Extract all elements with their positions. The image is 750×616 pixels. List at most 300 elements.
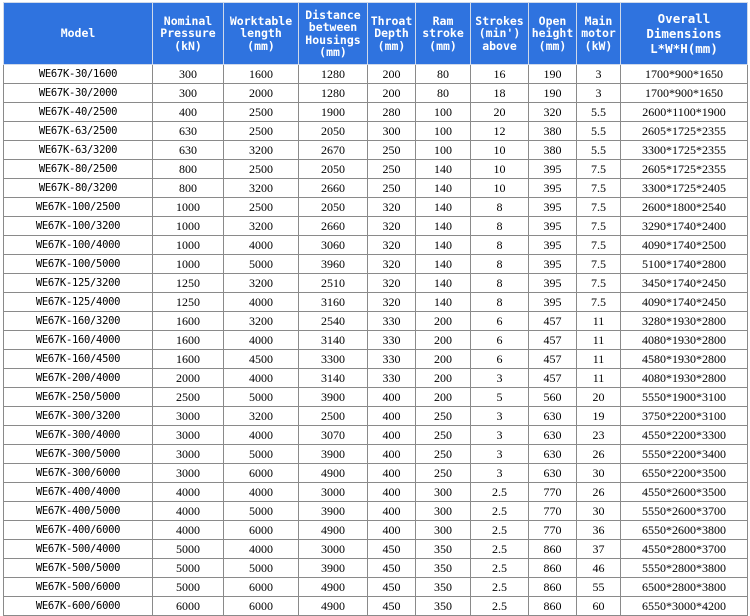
cell-main-motor: 3 xyxy=(577,84,621,103)
cell-throat-depth: 330 xyxy=(368,331,416,350)
cell-worktable-length: 4000 xyxy=(224,331,299,350)
cell-open-height: 395 xyxy=(529,179,577,198)
table-row xyxy=(4,179,748,198)
cell-open-height: 860 xyxy=(529,540,577,559)
header-strokes: Strokes (min') above xyxy=(471,3,529,65)
cell-nominal-pressure: 3000 xyxy=(153,426,224,445)
cell-throat-depth: 400 xyxy=(368,426,416,445)
cell-ram-stroke: 80 xyxy=(416,84,471,103)
cell-model: WE67K-500/4000 xyxy=(4,540,153,559)
cell-throat-depth: 330 xyxy=(368,350,416,369)
cell-nominal-pressure: 1000 xyxy=(153,255,224,274)
cell-nominal-pressure: 800 xyxy=(153,160,224,179)
cell-throat-depth: 400 xyxy=(368,445,416,464)
cell-overall-dimensions: 5550*2800*3800 xyxy=(621,559,748,578)
cell-throat-depth: 400 xyxy=(368,407,416,426)
table-row xyxy=(4,84,748,103)
cell-overall-dimensions: 4550*2600*3500 xyxy=(621,483,748,502)
cell-overall-dimensions: 4090*1740*2500 xyxy=(621,236,748,255)
cell-strokes: 3 xyxy=(471,426,529,445)
cell-ram-stroke: 200 xyxy=(416,312,471,331)
cell-open-height: 395 xyxy=(529,236,577,255)
cell-strokes: 6 xyxy=(471,312,529,331)
cell-main-motor: 7.5 xyxy=(577,179,621,198)
cell-main-motor: 11 xyxy=(577,369,621,388)
cell-model: WE67K-300/5000 xyxy=(4,445,153,464)
table-row xyxy=(4,198,748,217)
cell-distance-between-housings: 4900 xyxy=(299,521,368,540)
cell-throat-depth: 320 xyxy=(368,293,416,312)
cell-open-height: 860 xyxy=(529,559,577,578)
table-row xyxy=(4,521,748,540)
cell-ram-stroke: 140 xyxy=(416,179,471,198)
cell-throat-depth: 200 xyxy=(368,65,416,84)
table-row xyxy=(4,540,748,559)
header-overall-dimensions: Overall Dimensions L*W*H(mm) xyxy=(621,3,748,65)
cell-model: WE67K-80/3200 xyxy=(4,179,153,198)
cell-nominal-pressure: 6000 xyxy=(153,597,224,616)
table-row xyxy=(4,274,748,293)
cell-main-motor: 7.5 xyxy=(577,274,621,293)
cell-ram-stroke: 350 xyxy=(416,597,471,616)
table-row xyxy=(4,597,748,616)
cell-strokes: 3 xyxy=(471,407,529,426)
cell-strokes: 10 xyxy=(471,160,529,179)
cell-distance-between-housings: 3070 xyxy=(299,426,368,445)
table-row xyxy=(4,65,748,84)
cell-distance-between-housings: 3960 xyxy=(299,255,368,274)
cell-main-motor: 11 xyxy=(577,350,621,369)
cell-ram-stroke: 300 xyxy=(416,483,471,502)
cell-worktable-length: 2000 xyxy=(224,84,299,103)
cell-ram-stroke: 300 xyxy=(416,521,471,540)
cell-open-height: 457 xyxy=(529,331,577,350)
cell-nominal-pressure: 300 xyxy=(153,84,224,103)
cell-worktable-length: 3200 xyxy=(224,217,299,236)
cell-model: WE67K-300/3200 xyxy=(4,407,153,426)
cell-nominal-pressure: 1250 xyxy=(153,274,224,293)
cell-strokes: 20 xyxy=(471,103,529,122)
spec-table xyxy=(3,2,748,616)
cell-main-motor: 37 xyxy=(577,540,621,559)
table-row xyxy=(4,103,748,122)
cell-main-motor: 46 xyxy=(577,559,621,578)
cell-open-height: 395 xyxy=(529,255,577,274)
table-row xyxy=(4,160,748,179)
cell-distance-between-housings: 2050 xyxy=(299,122,368,141)
cell-ram-stroke: 200 xyxy=(416,350,471,369)
cell-nominal-pressure: 5000 xyxy=(153,540,224,559)
cell-distance-between-housings: 2660 xyxy=(299,217,368,236)
cell-distance-between-housings: 2500 xyxy=(299,407,368,426)
header-distance-between-housings: Distance between Housings (mm) xyxy=(299,3,368,65)
cell-worktable-length: 3200 xyxy=(224,141,299,160)
cell-throat-depth: 200 xyxy=(368,84,416,103)
cell-nominal-pressure: 1600 xyxy=(153,312,224,331)
cell-worktable-length: 6000 xyxy=(224,521,299,540)
cell-model: WE67K-160/4500 xyxy=(4,350,153,369)
cell-strokes: 8 xyxy=(471,236,529,255)
cell-nominal-pressure: 3000 xyxy=(153,445,224,464)
cell-nominal-pressure: 400 xyxy=(153,103,224,122)
cell-open-height: 395 xyxy=(529,293,577,312)
header-row xyxy=(4,3,748,65)
cell-overall-dimensions: 1700*900*1650 xyxy=(621,84,748,103)
cell-overall-dimensions: 6550*2200*3500 xyxy=(621,464,748,483)
cell-nominal-pressure: 4000 xyxy=(153,502,224,521)
cell-nominal-pressure: 2000 xyxy=(153,369,224,388)
cell-overall-dimensions: 3300*1725*2405 xyxy=(621,179,748,198)
cell-distance-between-housings: 1280 xyxy=(299,65,368,84)
cell-nominal-pressure: 1000 xyxy=(153,236,224,255)
cell-open-height: 380 xyxy=(529,141,577,160)
cell-strokes: 2.5 xyxy=(471,502,529,521)
cell-overall-dimensions: 6550*3000*4200 xyxy=(621,597,748,616)
cell-worktable-length: 3200 xyxy=(224,179,299,198)
cell-ram-stroke: 350 xyxy=(416,578,471,597)
cell-ram-stroke: 100 xyxy=(416,122,471,141)
cell-ram-stroke: 250 xyxy=(416,445,471,464)
header-ram-stroke: Ram stroke (mm) xyxy=(416,3,471,65)
cell-throat-depth: 450 xyxy=(368,578,416,597)
cell-open-height: 560 xyxy=(529,388,577,407)
cell-distance-between-housings: 2670 xyxy=(299,141,368,160)
cell-open-height: 770 xyxy=(529,521,577,540)
cell-distance-between-housings: 4900 xyxy=(299,597,368,616)
cell-worktable-length: 4000 xyxy=(224,293,299,312)
table-row xyxy=(4,217,748,236)
cell-strokes: 3 xyxy=(471,464,529,483)
table-row xyxy=(4,350,748,369)
table-row xyxy=(4,122,748,141)
table-row xyxy=(4,331,748,350)
cell-distance-between-housings: 3300 xyxy=(299,350,368,369)
cell-overall-dimensions: 3450*1740*2450 xyxy=(621,274,748,293)
cell-worktable-length: 5000 xyxy=(224,255,299,274)
cell-open-height: 395 xyxy=(529,198,577,217)
cell-overall-dimensions: 1700*900*1650 xyxy=(621,65,748,84)
table-row xyxy=(4,426,748,445)
cell-strokes: 3 xyxy=(471,445,529,464)
cell-model: WE67K-125/4000 xyxy=(4,293,153,312)
cell-distance-between-housings: 3900 xyxy=(299,502,368,521)
table-row xyxy=(4,236,748,255)
cell-throat-depth: 330 xyxy=(368,369,416,388)
cell-throat-depth: 250 xyxy=(368,141,416,160)
cell-worktable-length: 5000 xyxy=(224,445,299,464)
cell-nominal-pressure: 4000 xyxy=(153,483,224,502)
cell-ram-stroke: 140 xyxy=(416,160,471,179)
cell-throat-depth: 450 xyxy=(368,540,416,559)
cell-nominal-pressure: 3000 xyxy=(153,464,224,483)
cell-worktable-length: 4000 xyxy=(224,426,299,445)
cell-nominal-pressure: 630 xyxy=(153,122,224,141)
cell-worktable-length: 4000 xyxy=(224,369,299,388)
cell-strokes: 18 xyxy=(471,84,529,103)
cell-main-motor: 11 xyxy=(577,312,621,331)
cell-main-motor: 7.5 xyxy=(577,293,621,312)
cell-strokes: 16 xyxy=(471,65,529,84)
cell-overall-dimensions: 4580*1930*2800 xyxy=(621,350,748,369)
cell-model: WE67K-63/3200 xyxy=(4,141,153,160)
cell-ram-stroke: 80 xyxy=(416,65,471,84)
header-main-motor: Main motor (kW) xyxy=(577,3,621,65)
cell-strokes: 10 xyxy=(471,141,529,160)
cell-distance-between-housings: 3060 xyxy=(299,236,368,255)
cell-model: WE67K-400/6000 xyxy=(4,521,153,540)
cell-worktable-length: 3200 xyxy=(224,312,299,331)
cell-worktable-length: 4000 xyxy=(224,483,299,502)
table-row xyxy=(4,407,748,426)
cell-distance-between-housings: 2050 xyxy=(299,160,368,179)
cell-distance-between-housings: 2510 xyxy=(299,274,368,293)
cell-distance-between-housings: 1280 xyxy=(299,84,368,103)
cell-main-motor: 26 xyxy=(577,445,621,464)
cell-ram-stroke: 100 xyxy=(416,141,471,160)
cell-open-height: 630 xyxy=(529,426,577,445)
cell-main-motor: 36 xyxy=(577,521,621,540)
cell-open-height: 457 xyxy=(529,369,577,388)
cell-ram-stroke: 100 xyxy=(416,103,471,122)
cell-ram-stroke: 140 xyxy=(416,274,471,293)
cell-ram-stroke: 350 xyxy=(416,559,471,578)
cell-worktable-length: 5000 xyxy=(224,502,299,521)
cell-overall-dimensions: 6550*2600*3800 xyxy=(621,521,748,540)
cell-ram-stroke: 200 xyxy=(416,388,471,407)
cell-model: WE67K-400/4000 xyxy=(4,483,153,502)
cell-nominal-pressure: 4000 xyxy=(153,521,224,540)
cell-main-motor: 7.5 xyxy=(577,160,621,179)
cell-distance-between-housings: 2660 xyxy=(299,179,368,198)
cell-main-motor: 30 xyxy=(577,502,621,521)
cell-distance-between-housings: 4900 xyxy=(299,578,368,597)
cell-model: WE67K-200/4000 xyxy=(4,369,153,388)
cell-strokes: 5 xyxy=(471,388,529,407)
cell-main-motor: 11 xyxy=(577,331,621,350)
cell-throat-depth: 320 xyxy=(368,198,416,217)
cell-throat-depth: 400 xyxy=(368,483,416,502)
header-throat-depth: Throat Depth (mm) xyxy=(368,3,416,65)
table-row xyxy=(4,388,748,407)
cell-open-height: 770 xyxy=(529,483,577,502)
cell-model: WE67K-100/2500 xyxy=(4,198,153,217)
cell-overall-dimensions: 4080*1930*2800 xyxy=(621,369,748,388)
cell-worktable-length: 3200 xyxy=(224,274,299,293)
cell-model: WE67K-100/4000 xyxy=(4,236,153,255)
cell-ram-stroke: 250 xyxy=(416,426,471,445)
cell-throat-depth: 280 xyxy=(368,103,416,122)
cell-worktable-length: 2500 xyxy=(224,198,299,217)
cell-nominal-pressure: 300 xyxy=(153,65,224,84)
cell-strokes: 8 xyxy=(471,274,529,293)
cell-main-motor: 26 xyxy=(577,483,621,502)
cell-ram-stroke: 200 xyxy=(416,331,471,350)
cell-nominal-pressure: 1000 xyxy=(153,198,224,217)
cell-worktable-length: 1600 xyxy=(224,65,299,84)
cell-overall-dimensions: 5550*2200*3400 xyxy=(621,445,748,464)
cell-main-motor: 7.5 xyxy=(577,198,621,217)
header-nominal-pressure: Nominal Pressure (kN) xyxy=(153,3,224,65)
table-row xyxy=(4,369,748,388)
cell-model: WE67K-100/3200 xyxy=(4,217,153,236)
cell-main-motor: 3 xyxy=(577,65,621,84)
cell-overall-dimensions: 4550*2800*3700 xyxy=(621,540,748,559)
cell-nominal-pressure: 1600 xyxy=(153,350,224,369)
cell-open-height: 457 xyxy=(529,350,577,369)
table-row xyxy=(4,255,748,274)
cell-distance-between-housings: 3900 xyxy=(299,445,368,464)
cell-ram-stroke: 350 xyxy=(416,540,471,559)
cell-throat-depth: 320 xyxy=(368,236,416,255)
cell-strokes: 12 xyxy=(471,122,529,141)
table-row xyxy=(4,559,748,578)
cell-overall-dimensions: 3280*1930*2800 xyxy=(621,312,748,331)
cell-model: WE67K-30/2000 xyxy=(4,84,153,103)
cell-nominal-pressure: 2500 xyxy=(153,388,224,407)
cell-strokes: 2.5 xyxy=(471,597,529,616)
cell-ram-stroke: 250 xyxy=(416,407,471,426)
cell-overall-dimensions: 2600*1800*2540 xyxy=(621,198,748,217)
cell-open-height: 395 xyxy=(529,274,577,293)
cell-overall-dimensions: 5100*1740*2800 xyxy=(621,255,748,274)
cell-worktable-length: 2500 xyxy=(224,122,299,141)
cell-strokes: 8 xyxy=(471,198,529,217)
cell-overall-dimensions: 3750*2200*3100 xyxy=(621,407,748,426)
cell-model: WE67K-400/5000 xyxy=(4,502,153,521)
cell-worktable-length: 4000 xyxy=(224,236,299,255)
cell-model: WE67K-63/2500 xyxy=(4,122,153,141)
cell-model: WE67K-250/5000 xyxy=(4,388,153,407)
table-row xyxy=(4,445,748,464)
cell-ram-stroke: 140 xyxy=(416,198,471,217)
cell-worktable-length: 6000 xyxy=(224,578,299,597)
cell-overall-dimensions: 4080*1930*2800 xyxy=(621,331,748,350)
cell-open-height: 630 xyxy=(529,464,577,483)
cell-overall-dimensions: 2600*1100*1900 xyxy=(621,103,748,122)
spec-table-body xyxy=(4,65,748,616)
cell-throat-depth: 450 xyxy=(368,597,416,616)
cell-overall-dimensions: 3290*1740*2400 xyxy=(621,217,748,236)
cell-strokes: 2.5 xyxy=(471,559,529,578)
cell-ram-stroke: 300 xyxy=(416,502,471,521)
cell-worktable-length: 4500 xyxy=(224,350,299,369)
cell-strokes: 2.5 xyxy=(471,483,529,502)
cell-open-height: 395 xyxy=(529,217,577,236)
cell-worktable-length: 5000 xyxy=(224,388,299,407)
cell-strokes: 6 xyxy=(471,350,529,369)
cell-model: WE67K-40/2500 xyxy=(4,103,153,122)
cell-throat-depth: 450 xyxy=(368,559,416,578)
cell-main-motor: 7.5 xyxy=(577,236,621,255)
table-row xyxy=(4,141,748,160)
cell-overall-dimensions: 6500*2800*3800 xyxy=(621,578,748,597)
cell-open-height: 770 xyxy=(529,502,577,521)
cell-distance-between-housings: 3140 xyxy=(299,331,368,350)
cell-overall-dimensions: 2605*1725*2355 xyxy=(621,122,748,141)
cell-main-motor: 55 xyxy=(577,578,621,597)
cell-worktable-length: 6000 xyxy=(224,464,299,483)
cell-overall-dimensions: 3300*1725*2355 xyxy=(621,141,748,160)
cell-throat-depth: 320 xyxy=(368,274,416,293)
cell-model: WE67K-30/1600 xyxy=(4,65,153,84)
cell-strokes: 6 xyxy=(471,331,529,350)
cell-strokes: 8 xyxy=(471,255,529,274)
cell-nominal-pressure: 5000 xyxy=(153,559,224,578)
cell-main-motor: 5.5 xyxy=(577,122,621,141)
header-worktable-length: Worktable length (mm) xyxy=(224,3,299,65)
header-open-height: Open height (mm) xyxy=(529,3,577,65)
cell-worktable-length: 4000 xyxy=(224,540,299,559)
cell-nominal-pressure: 3000 xyxy=(153,407,224,426)
table-row xyxy=(4,578,748,597)
cell-distance-between-housings: 4900 xyxy=(299,464,368,483)
cell-nominal-pressure: 1000 xyxy=(153,217,224,236)
cell-main-motor: 30 xyxy=(577,464,621,483)
cell-throat-depth: 300 xyxy=(368,122,416,141)
cell-throat-depth: 400 xyxy=(368,388,416,407)
cell-nominal-pressure: 1600 xyxy=(153,331,224,350)
cell-overall-dimensions: 2605*1725*2355 xyxy=(621,160,748,179)
cell-open-height: 190 xyxy=(529,65,577,84)
cell-throat-depth: 400 xyxy=(368,464,416,483)
table-row xyxy=(4,464,748,483)
cell-main-motor: 5.5 xyxy=(577,141,621,160)
cell-open-height: 457 xyxy=(529,312,577,331)
cell-distance-between-housings: 1900 xyxy=(299,103,368,122)
cell-throat-depth: 250 xyxy=(368,179,416,198)
cell-strokes: 8 xyxy=(471,293,529,312)
cell-ram-stroke: 140 xyxy=(416,236,471,255)
cell-nominal-pressure: 5000 xyxy=(153,578,224,597)
cell-worktable-length: 2500 xyxy=(224,160,299,179)
cell-main-motor: 20 xyxy=(577,388,621,407)
table-row xyxy=(4,483,748,502)
cell-distance-between-housings: 3140 xyxy=(299,369,368,388)
cell-ram-stroke: 140 xyxy=(416,217,471,236)
cell-model: WE67K-300/6000 xyxy=(4,464,153,483)
cell-open-height: 190 xyxy=(529,84,577,103)
cell-model: WE67K-160/4000 xyxy=(4,331,153,350)
cell-open-height: 630 xyxy=(529,445,577,464)
cell-throat-depth: 250 xyxy=(368,160,416,179)
cell-overall-dimensions: 5550*2600*3700 xyxy=(621,502,748,521)
cell-throat-depth: 330 xyxy=(368,312,416,331)
cell-ram-stroke: 140 xyxy=(416,293,471,312)
cell-strokes: 10 xyxy=(471,179,529,198)
cell-ram-stroke: 200 xyxy=(416,369,471,388)
cell-worktable-length: 5000 xyxy=(224,559,299,578)
cell-strokes: 2.5 xyxy=(471,521,529,540)
cell-throat-depth: 320 xyxy=(368,217,416,236)
cell-nominal-pressure: 1250 xyxy=(153,293,224,312)
cell-worktable-length: 3200 xyxy=(224,407,299,426)
cell-main-motor: 19 xyxy=(577,407,621,426)
cell-model: WE67K-300/4000 xyxy=(4,426,153,445)
cell-main-motor: 60 xyxy=(577,597,621,616)
cell-open-height: 380 xyxy=(529,122,577,141)
table-row xyxy=(4,312,748,331)
cell-main-motor: 7.5 xyxy=(577,217,621,236)
cell-distance-between-housings: 3900 xyxy=(299,559,368,578)
cell-strokes: 2.5 xyxy=(471,540,529,559)
cell-distance-between-housings: 2540 xyxy=(299,312,368,331)
cell-strokes: 8 xyxy=(471,217,529,236)
cell-open-height: 860 xyxy=(529,578,577,597)
table-row xyxy=(4,293,748,312)
cell-strokes: 2.5 xyxy=(471,578,529,597)
cell-ram-stroke: 250 xyxy=(416,464,471,483)
cell-model: WE67K-125/3200 xyxy=(4,274,153,293)
